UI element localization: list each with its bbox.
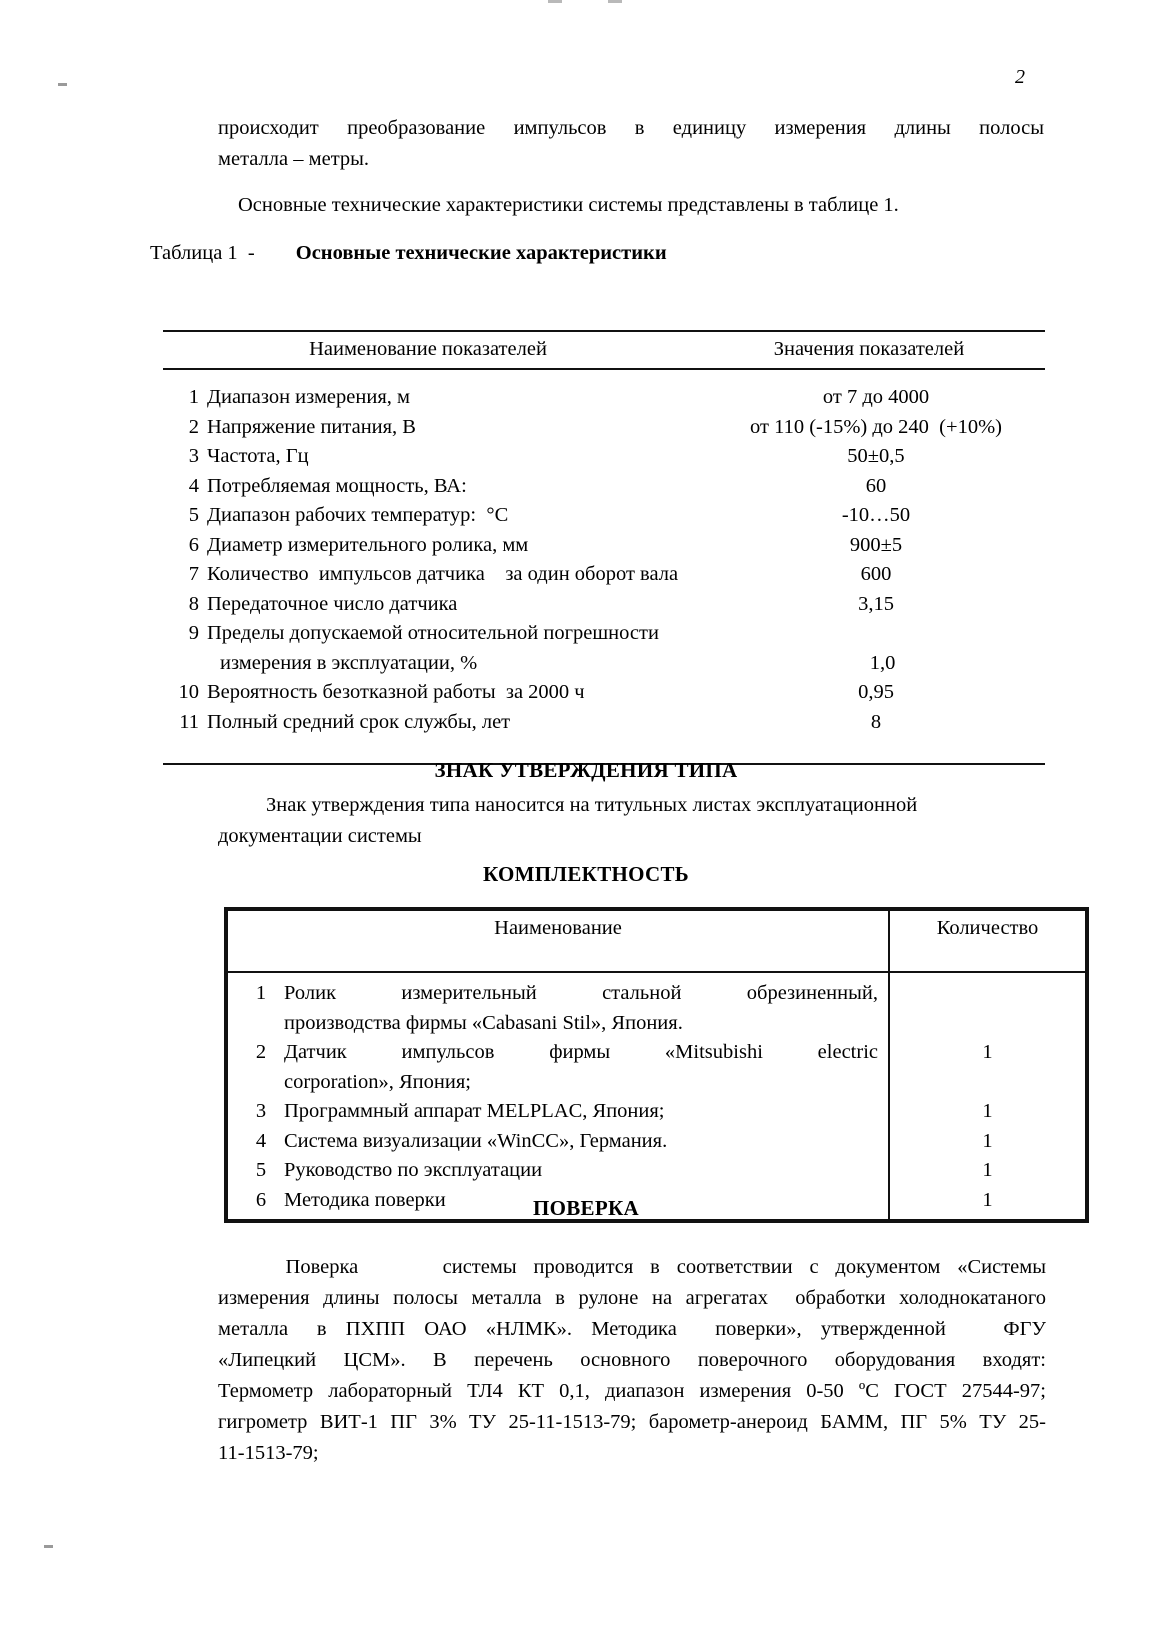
item-line: Методика поверки xyxy=(284,1188,446,1211)
item-number: 3 xyxy=(255,1100,267,1122)
intro-line-2: металла – метры. xyxy=(218,148,370,170)
item-line: Ролик измерительный стальной обрезиненный, xyxy=(284,982,878,1004)
qty-value xyxy=(890,979,1085,1009)
poverka-line: металла в ПХПП ОАО «НЛМК». Методика поверки», утвержденной ФГУ xyxy=(218,1318,1046,1340)
table-row xyxy=(163,501,1045,531)
row-number: 5 xyxy=(188,504,199,526)
table2-header-name: Наименование xyxy=(227,910,889,972)
row-value xyxy=(707,619,1045,649)
qty-value: 1 xyxy=(982,1100,993,1122)
row-label: Передаточное число датчика xyxy=(207,592,458,615)
table2-header-qty: Количество xyxy=(889,910,1086,972)
row-value: 900±5 xyxy=(849,533,903,556)
section-heading-type-approval-mark: ЗНАК УТВЕРЖДЕНИЯ ТИПА xyxy=(434,758,738,782)
item-number: 4 xyxy=(255,1129,267,1152)
item-line: Система визуализации «WinCC», Германия. xyxy=(284,1129,668,1152)
table-row xyxy=(163,531,1045,561)
scan-artifact xyxy=(548,0,562,3)
table1-caption xyxy=(150,242,667,265)
row-number: 11 xyxy=(179,710,199,733)
row-value: 60 xyxy=(865,474,887,497)
row-label: Диапазон рабочих температур: °С xyxy=(207,504,509,526)
item-number: 2 xyxy=(255,1041,267,1063)
table-main-characteristics xyxy=(163,330,1045,765)
table1-header-value: Значения показателей xyxy=(773,338,965,360)
row-number: 10 xyxy=(178,681,199,703)
list-item xyxy=(238,1097,878,1127)
table2-items-cell xyxy=(227,972,889,1220)
row-number: 8 xyxy=(188,592,199,615)
table-row xyxy=(163,472,1045,502)
znak-line-2: документации системы xyxy=(218,825,422,847)
item-number: 1 xyxy=(255,982,267,1004)
row-number: 4 xyxy=(188,474,199,497)
table-row xyxy=(163,413,1045,443)
scan-artifact-edge xyxy=(58,83,67,86)
row-label: Вероятность безотказной работы за 2000 ч xyxy=(207,681,585,703)
row-number: 6 xyxy=(188,533,199,556)
table1-header-name: Наименование показателей xyxy=(309,338,547,360)
row-value: 600 xyxy=(860,563,892,585)
table-row xyxy=(163,442,1045,472)
table2-body-row xyxy=(227,972,1086,1220)
table-row xyxy=(163,383,1045,413)
row-label: Диаметр измерительного ролика, мм xyxy=(207,533,529,556)
item-line: Руководство по эксплуатации xyxy=(284,1159,543,1181)
poverka-line: измерения длины полосы металла в рулоне на агрегатах обработки холоднокатаного xyxy=(218,1287,1046,1309)
table1-header-row xyxy=(163,332,1045,368)
item-text xyxy=(284,1127,878,1157)
row-number: 3 xyxy=(188,445,199,467)
row-number: 2 xyxy=(188,415,199,438)
verification-paragraph xyxy=(218,1252,1046,1469)
row-value: 50±0,5 xyxy=(847,445,905,467)
table-row xyxy=(163,678,1045,708)
list-item xyxy=(238,979,878,1038)
item-line: corporation», Япония; xyxy=(284,1070,471,1093)
item-text xyxy=(284,1097,878,1127)
row-label: Полный средний срок службы, лет xyxy=(207,710,511,733)
section-heading-completeness: КОМПЛЕКТНОСТЬ xyxy=(483,862,689,886)
poverka-line: Термометр лабораторный ТЛ4 КТ 0,1, диапазон измерения 0-50 ºС ГОСТ 27544-97; xyxy=(218,1380,1046,1402)
row-value: 0,95 xyxy=(858,681,894,703)
list-item xyxy=(238,1038,878,1097)
table1-body xyxy=(163,370,1045,763)
poverka-line: 11-1513-79; xyxy=(218,1442,319,1464)
qty-value: 1 xyxy=(982,1159,993,1181)
scan-artifact xyxy=(608,0,622,3)
scan-artifact-edge xyxy=(44,1545,53,1548)
item-number: 6 xyxy=(255,1188,267,1211)
poverka-line: гигрометр ВИТ-1 ПГ 3% ТУ 25-11-1513-79; барометр-анероид БАММ, ПГ 5% ТУ 25- xyxy=(218,1411,1046,1433)
table2-qty-cell xyxy=(889,972,1086,1220)
list-item xyxy=(238,1156,878,1186)
item-line: производства фирмы «Cabasani Stil», Япония. xyxy=(284,1011,683,1034)
row-value: 1,0 xyxy=(869,651,896,674)
page-number: 2 xyxy=(1015,66,1025,88)
item-line: Датчик импульсов фирмы «Mitsubishi electric xyxy=(284,1041,878,1063)
row-number: 9 xyxy=(188,622,199,644)
intro-line-1: происходит преобразование импульсов в единицу измерения длины полосы xyxy=(218,117,1044,139)
item-text xyxy=(284,979,878,1038)
item-text xyxy=(284,1156,878,1186)
item-number: 5 xyxy=(255,1159,267,1181)
table2-header-row xyxy=(227,910,1086,972)
qty-value: 1 xyxy=(982,1041,993,1063)
row-label: измерения в эксплуатации, % xyxy=(220,651,478,674)
row-value: -10…50 xyxy=(841,504,911,526)
qty-value: 1 xyxy=(982,1188,993,1211)
list-item xyxy=(238,1127,878,1157)
poverka-line: «Липецкий ЦСМ». В перечень основного поверочного оборудования входят: xyxy=(218,1349,1046,1371)
row-label: Пределы допускаемой относительной погрешности xyxy=(207,622,659,644)
intro-paragraph xyxy=(218,113,1044,175)
section-heading-verification: ПОВЕРКА xyxy=(532,1196,639,1220)
table-row xyxy=(163,619,1045,649)
row-number: 7 xyxy=(188,563,199,585)
row-value: 8 xyxy=(870,710,882,733)
row-label: Потребляемая мощность, ВА: xyxy=(207,474,467,497)
row-label: Напряжение питания, В xyxy=(207,415,416,438)
row-label: Диапазон измерения, м xyxy=(207,386,410,408)
table1-caption-title: Основные технические характеристики xyxy=(295,242,667,264)
table-row xyxy=(163,590,1045,620)
row-number: 1 xyxy=(188,386,199,408)
item-text xyxy=(284,1038,878,1097)
row-value: от 110 (-15%) до 240 (+10%) xyxy=(750,415,1002,438)
row-label: Частота, Гц xyxy=(207,445,309,467)
table1-caption-prefix: Таблица 1 - xyxy=(150,242,296,264)
qty-value: 1 xyxy=(982,1129,993,1152)
row-value: от 7 до 4000 xyxy=(822,386,930,408)
znak-line-1: Знак утверждения типа наносится на титульных листах эксплуатационной xyxy=(266,794,918,816)
table-row-continuation xyxy=(163,649,1045,679)
table-row xyxy=(163,708,1045,738)
row-label: Количество импульсов датчика за один оборот вала xyxy=(207,563,679,585)
type-approval-mark-paragraph xyxy=(218,790,1044,852)
table-reference-paragraph: Основные технические характеристики системы представлены в таблице 1. xyxy=(238,194,899,216)
item-line: Программный аппарат MELPLAC, Япония; xyxy=(284,1100,665,1122)
table-row xyxy=(163,560,1045,590)
row-value: 3,15 xyxy=(858,592,894,615)
poverka-line: Поверка системы проводится в соответствии с документом «Системы xyxy=(218,1256,1047,1278)
table-completeness xyxy=(224,907,1089,1223)
